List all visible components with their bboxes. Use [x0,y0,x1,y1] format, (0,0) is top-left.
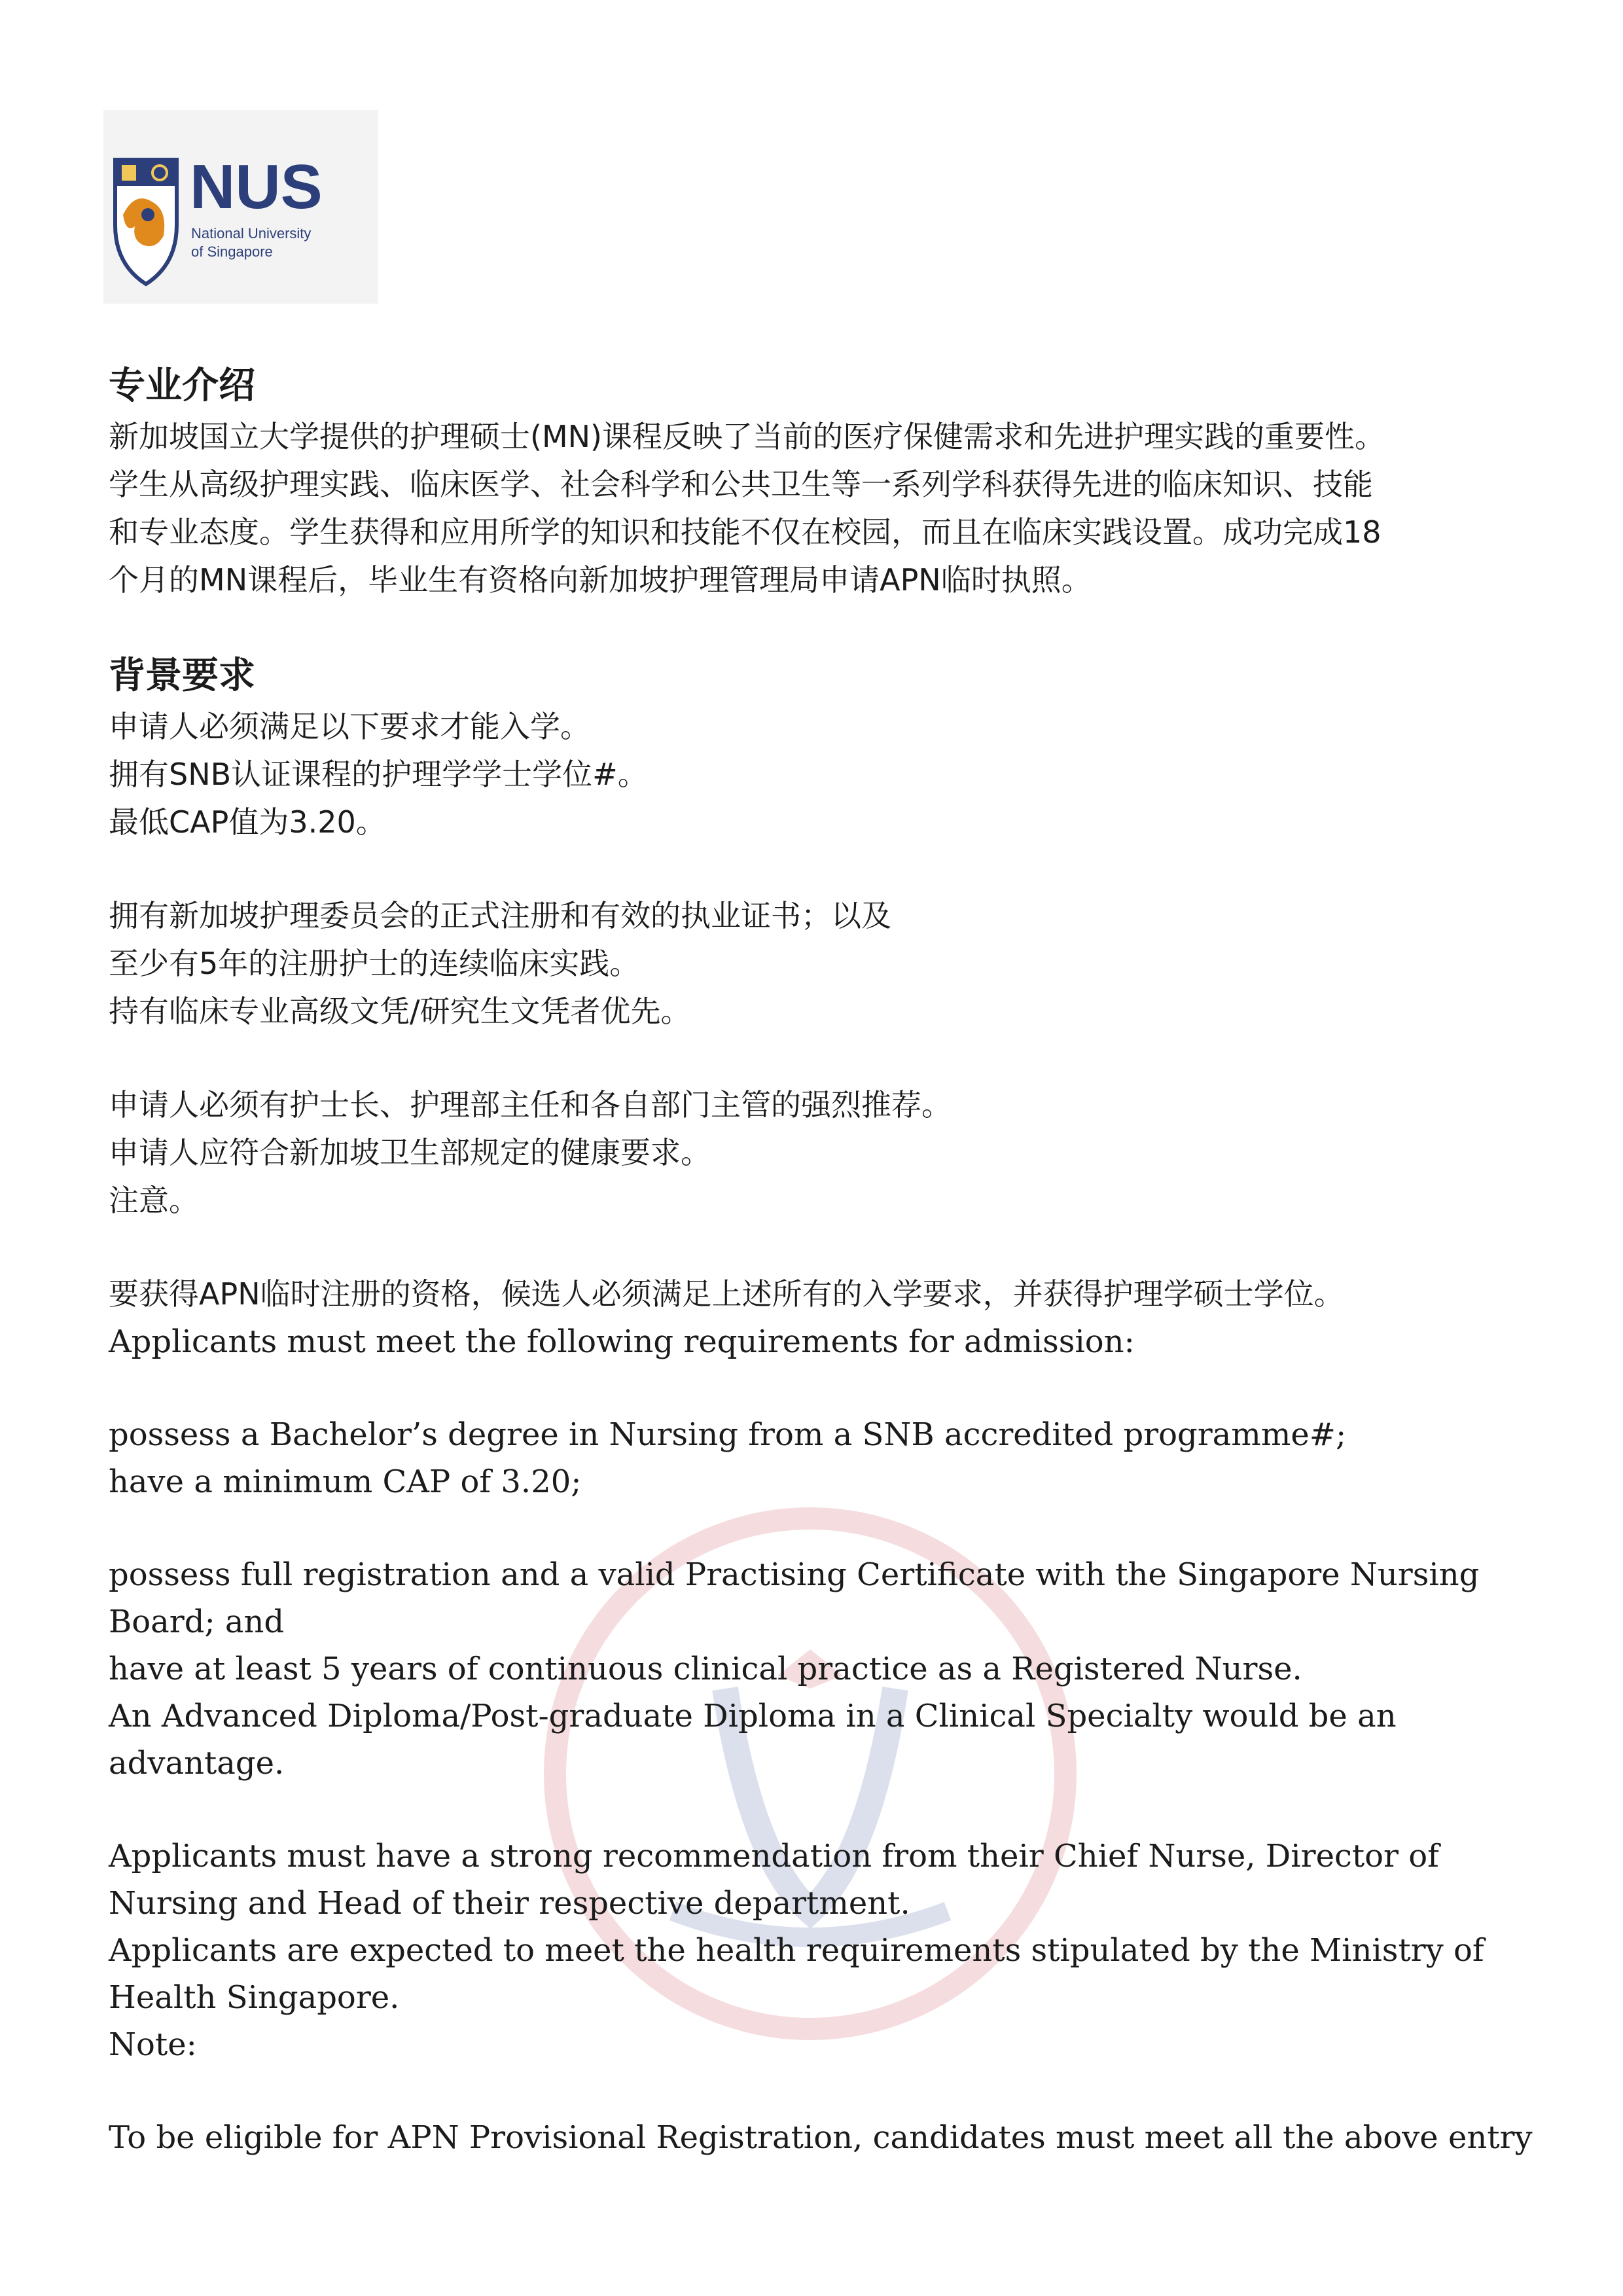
requirement-line: advantage. [109,1745,285,1782]
requirement-line: 注意。 [109,1183,199,1219]
requirement-line: Note: [109,2026,197,2064]
requirement-line: 持有临床专业高级文凭/研究生文凭者优先。 [109,994,691,1030]
requirement-line: Applicants must have a strong recommendation from their Chief Nurse, Director of [109,1838,1439,1875]
requirements-heading: 背景要求 [109,655,255,698]
requirement-line: An Advanced Diploma/Post-graduate Diploma in a Clinical Specialty would be an [109,1698,1397,1735]
nus-logo [103,110,378,304]
requirements-en-note: To be eligible for APN Provisional Registration, candidates must meet all the above entry [109,2119,1533,2157]
requirement-line: Applicants are expected to meet the health requirements stipulated by the Ministry of [109,1932,1484,1969]
requirements-en-block-3 [109,1833,1535,2068]
requirement-line: have a minimum CAP of 3.20; [109,1463,582,1501]
requirement-line: 拥有新加坡护理委员会的正式注册和有效的执业证书；以及 [109,898,891,934]
logo-line1: National University [191,225,312,242]
requirement-line: 拥有SNB认证课程的护理学学士学位#。 [109,757,648,793]
requirements-en-intro: Applicants must meet the following requirements for admission: [109,1323,1135,1361]
logo-line2: of Singapore [191,243,273,260]
intro-paragraph [109,413,1535,604]
requirement-line: 至少有5年的注册护士的连续临床实践。 [109,946,640,982]
requirement-line: Health Singapore. [109,1979,400,2017]
intro-line: 学生从高级护理实践、临床医学、社会科学和公共卫生等一系列学科获得先进的临床知识、技能 [109,467,1373,503]
logo-wordmark: NUS [190,152,323,222]
intro-heading: 专业介绍 [109,365,255,407]
requirement-line: 申请人必须满足以下要求才能入学。 [109,709,590,745]
requirements-en-block-1 [109,1411,1535,1505]
requirements-cn-block-1 [109,703,1535,846]
intro-line: 新加坡国立大学提供的护理硕士(MN)课程反映了当前的医疗保健需求和先进护理实践的重要性。 [109,419,1385,455]
requirements-cn-note: 要获得APN临时注册的资格，候选人必须满足上述所有的入学要求，并获得护理学硕士学位。 [109,1276,1344,1312]
requirement-line: 最低CAP值为3.20。 [109,804,386,840]
requirement-line: have at least 5 years of continuous clinical practice as a Registered Nurse. [109,1651,1302,1688]
requirements-en-block-2 [109,1551,1535,1787]
intro-line: 个月的MN课程后，毕业生有资格向新加坡护理管理局申请APN临时执照。 [109,562,1092,598]
requirements-cn-block-3 [109,1081,1535,1225]
document-body [109,364,1535,2161]
requirements-cn-block-2 [109,892,1535,1035]
nus-crest-icon [103,110,378,304]
requirement-line: 申请人必须有护士长、护理部主任和各自部门主管的强烈推荐。 [109,1087,952,1123]
requirement-line: 申请人应符合新加坡卫生部规定的健康要求。 [109,1135,711,1171]
requirement-line: possess full registration and a valid Practising Certificate with the Singapore Nursing [109,1556,1480,1594]
intro-line: 和专业态度。学生获得和应用所学的知识和技能不仅在校园，而且在临床实践设置。成功完成18 [109,514,1382,550]
requirement-line: Board; and [109,1604,285,1641]
requirement-line: possess a Bachelor’s degree in Nursing from a SNB accredited programme#; [109,1416,1347,1454]
requirement-line: Nursing and Head of their respective department. [109,1885,910,1922]
